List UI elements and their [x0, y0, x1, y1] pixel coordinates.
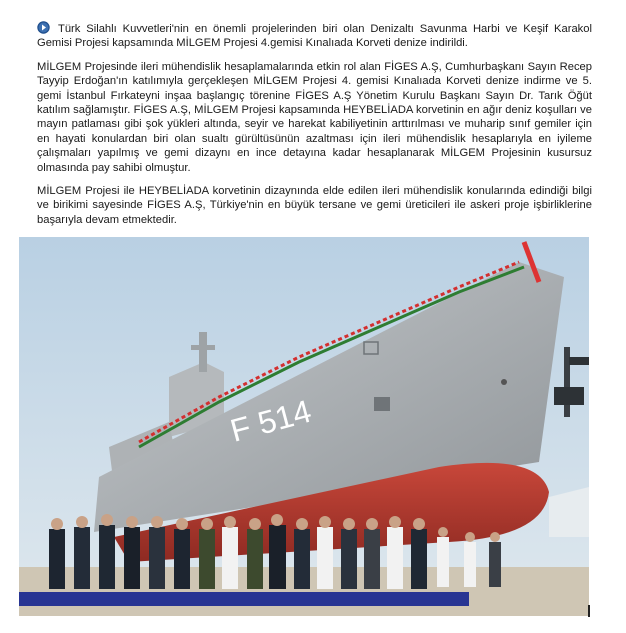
arrow-bullet-icon [37, 21, 50, 34]
intro-text: Türk Silahlı Kuvvetleri'nin en önemli projelerinden biri olan Denizaltı Savunma Harbi ve Keşif Karakol Gemisi Projesi kapsamında MİLGEM Projesi 4.gemisi Kınalıada Korveti denize indirildi. [37, 23, 592, 50]
details-paragraph: MİLGEM Projesinde ileri mühendislik hesaplamalarında etkin rol alan FİGES A.Ş, Cumhurbaşkanı Sayın Recep Tayyip Erdoğan'ın katılımıyla gerçekleşen MİLGEM Projesi 4. gemisi Kınalıada Korveti denize indirme ve 5. gemi İstanbul Fırkateyni inşaa başlangıç törenine FİGES A.Ş Yönetim Kurulu Başkanı Sayın Dr. Tarık Öğüt katılım sağlamıştır. FİGES A.Ş, MİLGEM Projesi kapsamında HEYBELİADA korvetinin en ağır deniz koşulları ve mayın patlaması gibi şok yükleri altında, seyir ve harekat kabiliyetinin arttırılması ve muharip sınıf gemiler için en hayati konulardan biri olan sualtı gürültüsünün azaltması için ileri mühendislik hesaplarıyla en iyileme çalışmaları yapılmış ve gemi dizaynı en ince detayına kadar hesaplanarak MİLGEM Projesinin kusursuz olmasında pay sahibi olmuştur. [37, 60, 592, 174]
closing-paragraph: MİLGEM Projesi ile HEYBELİADA korvetinin dizaynında elde edilen ileri mühendislik konularında edindiği bilgi ve birikimi sayesinde FİGES A.Ş, Türkiye'nin en büyük tersane ve gemi üreticileri ile askeri proje işbirliklerine başarıyla devam etmektedir. [37, 185, 592, 226]
ship-launch-photo [19, 237, 589, 616]
edge-mark [588, 605, 590, 617]
hull-number: F 514 [226, 392, 315, 449]
article-body [37, 21, 592, 236]
intro-paragraph [37, 21, 592, 51]
